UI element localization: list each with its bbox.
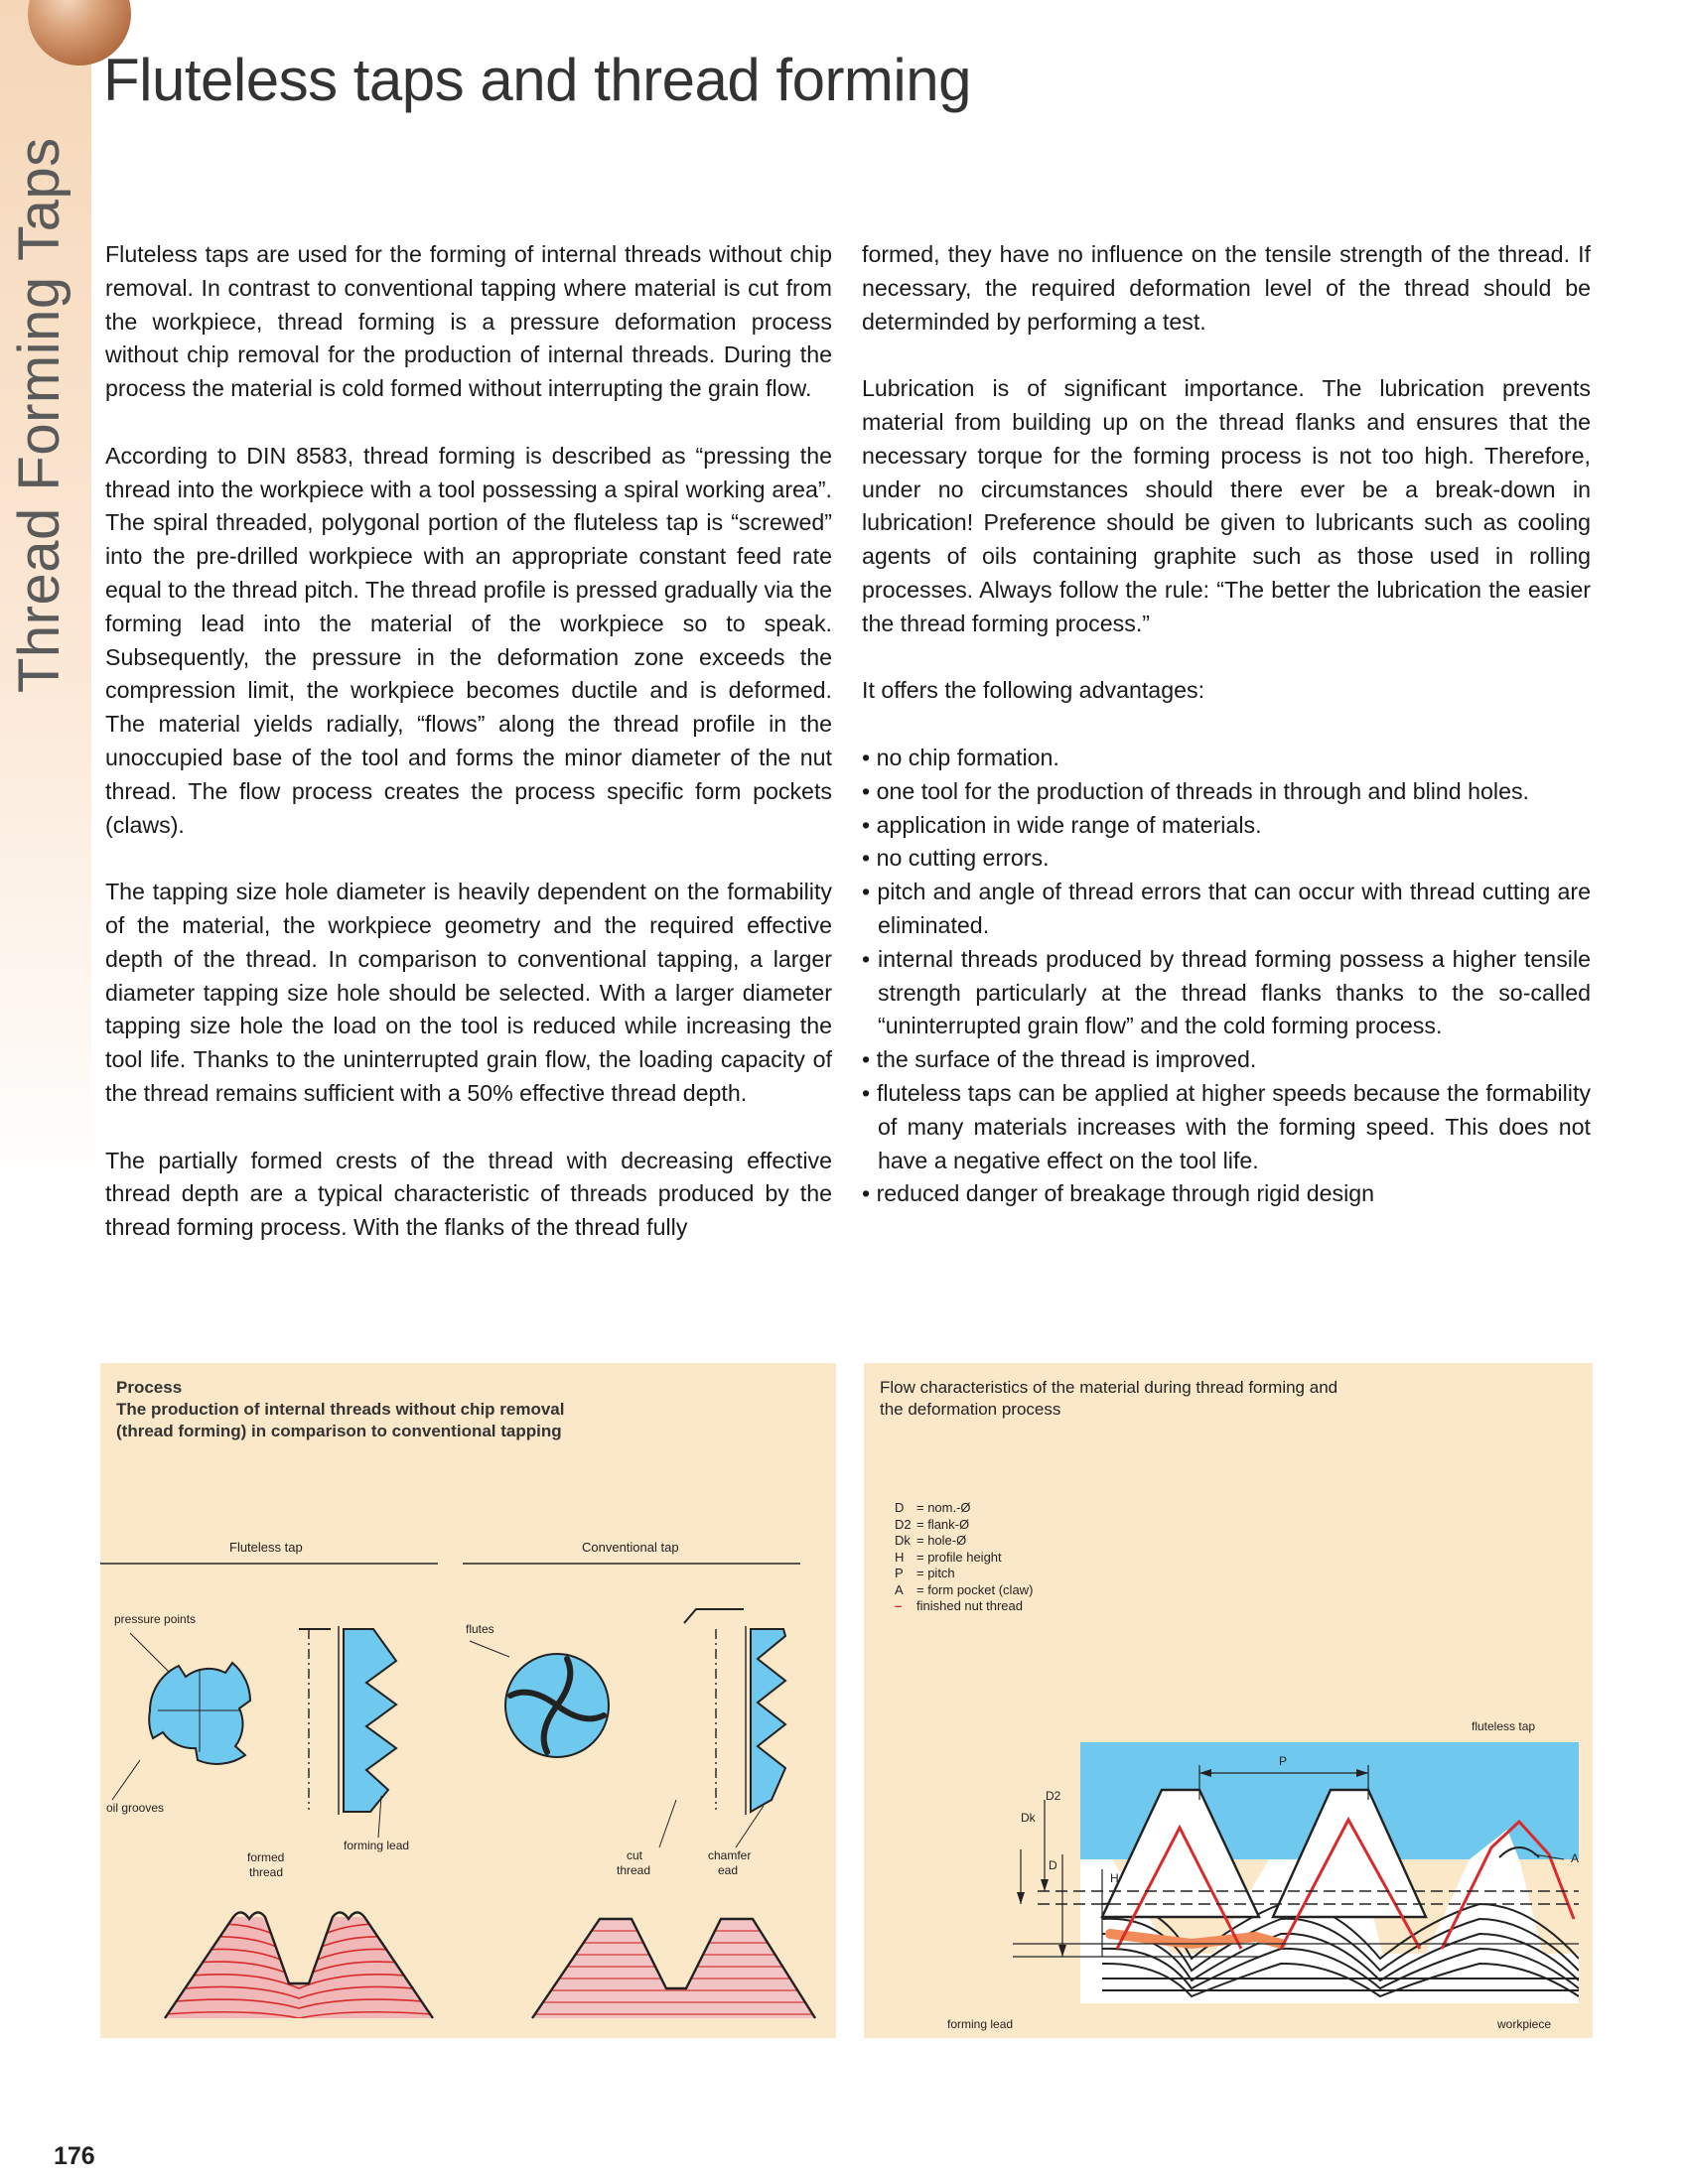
a-label: A xyxy=(1571,1851,1580,1865)
arrow-icon xyxy=(1058,1945,1066,1957)
left-text-column xyxy=(105,238,832,1279)
pitch-label: P xyxy=(1279,1754,1288,1768)
arrow-icon xyxy=(1041,1879,1049,1891)
legend-key: D xyxy=(895,1500,905,1515)
oil-grooves-label: oil grooves xyxy=(106,1801,165,1815)
paragraph: Fluteless taps are used for the forming of internal threads without chip removal. In contrast to conventional tapping where material is cut from the workpiece, thread forming is a pressure deformation process without chip removal for the production of internal threads. During the process the material is cold formed without interrupting the grain flow. xyxy=(105,241,832,402)
paragraph: The tapping size hole diameter is heavily dependent on the formability of the material, the workpiece geometry and the required effective depth of the thread. In comparison to conventional tapping, a larger diameter tapping size hole should be selected. With a larger diameter tapping size hole the load on the tool is reduced while increasing the tool life. Thanks to the uninterrupted grain flow, the loading capacity of the thread remains sufficient with a 50% effective thread depth. xyxy=(105,879,832,1106)
arrow-icon xyxy=(1017,1892,1025,1904)
flow-figure-panel xyxy=(864,1363,1593,2038)
legend-value: = pitch xyxy=(916,1566,955,1580)
legend-value: = flank-Ø xyxy=(916,1516,970,1532)
section-side-title: Thread Forming Taps xyxy=(7,137,71,693)
chamfer-label: ead xyxy=(718,1863,739,1877)
profile-edge xyxy=(684,1609,744,1623)
flow-caption-line: Flow characteristics of the material during thread forming and xyxy=(880,1378,1338,1397)
list-item: • application in wide range of materials. xyxy=(862,809,1591,843)
legend-value: = profile height xyxy=(916,1549,1002,1565)
legend-value: = form pocket (claw) xyxy=(916,1581,1034,1597)
forming-lead-label: forming lead xyxy=(344,1839,410,1852)
legend-key: H xyxy=(895,1549,905,1565)
conventional-tap-label: Conventional tap xyxy=(582,1540,679,1555)
flow-diagram xyxy=(864,1363,1593,2038)
formed-thread-label: formed xyxy=(247,1850,285,1864)
formed-thread-label: thread xyxy=(249,1865,284,1879)
legend-key: P xyxy=(895,1566,904,1580)
advantages-list xyxy=(862,742,1591,1211)
list-item: • pitch and angle of thread errors that can occur with thread cutting are eliminated. xyxy=(862,876,1591,943)
flutes-label: flutes xyxy=(466,1622,494,1636)
process-heading: Process xyxy=(116,1378,183,1397)
list-item: • reduced danger of breakage through rigid design xyxy=(862,1177,1591,1211)
process-diagram xyxy=(100,1363,836,2038)
paragraph: According to DIN 8583, thread forming is described as “pressing the thread into the workpiece with a tool possessing a spiral working area”. The spiral threaded, polygonal portion of the fluteless tap is “screwed” into the pre-drilled workpiece with an appropriate constant feed rate equal to the thread pitch. The thread profile is pressed gradually via the forming lead into the material of the workpiece so to speak. Subsequently, the pressure in the deformation zone exceeds the compression limit, the workpiece becomes ductile and is deformed. The material yields radially, “flows” along the thread profile in the unoccupied base of the tool and forms the minor diameter of the nut thread. The flow process creates the process specific form pockets (claws). xyxy=(105,442,832,838)
page-title: Fluteless taps and thread forming xyxy=(103,47,971,113)
cut-thread-label: cut xyxy=(627,1848,643,1862)
paragraph: It offers the following advantages: xyxy=(862,677,1205,704)
fluteless-tap-label: fluteless tap xyxy=(1472,1719,1536,1733)
process-figure-panel xyxy=(100,1363,836,2038)
legend-key: A xyxy=(895,1581,904,1597)
list-item: • one tool for the production of threads in through and blind holes. xyxy=(862,775,1591,809)
formed-thread-lines xyxy=(160,1909,438,2023)
paragraph: Lubrication is of significant importance. The lubrication prevents material from building up on the thread flanks and ensures that the necessary torque for the forming process is not too high. Therefore, under no circumstances should there ever be a break-down in lubrication! Preference should be given to lubricants such as cooling agents of oils containing graphite such as those used in rolling processes. Always follow the rule: “The better the lubrication the easier the thread forming process.” xyxy=(862,375,1591,636)
leader-line xyxy=(470,1641,509,1657)
paragraph: The partially formed crests of the thread with decreasing effective thread depth are a typical characteristic of threads produced by the thread forming process. With the flanks of the thread fully xyxy=(105,1147,832,1241)
legend-key: Dk xyxy=(895,1533,911,1548)
list-item: • internal threads produced by thread forming possess a higher tensile strength particularly at the thread flanks thanks to the so-called “uninterrupted grain flow” and the cold forming process. xyxy=(862,943,1591,1043)
paragraph: formed, they have no influence on the tensile strength of the thread. If necessary, the required deformation level of the thread should be determinded by performing a test. xyxy=(862,241,1591,335)
conventional-tap-profile xyxy=(751,1629,785,1812)
cut-thread-label: thread xyxy=(617,1863,651,1877)
flow-caption-line: the deformation process xyxy=(880,1400,1061,1419)
process-caption-line: The production of internal threads without chip removal xyxy=(116,1400,565,1419)
leader-line xyxy=(659,1800,676,1847)
legend-key: – xyxy=(895,1598,903,1613)
chamfer-label: chamfer xyxy=(708,1848,752,1862)
fluteless-tap-profile xyxy=(344,1629,396,1812)
right-text-column xyxy=(862,238,1591,1211)
legend-value: = hole-Ø xyxy=(916,1533,967,1548)
fluteless-tap-label: Fluteless tap xyxy=(229,1540,303,1555)
process-caption-line: (thread forming) in comparison to conventional tapping xyxy=(116,1422,562,1440)
legend-key: D2 xyxy=(895,1516,912,1532)
legend-value: = nom.-Ø xyxy=(916,1500,971,1515)
page-number: 176 xyxy=(54,2142,95,2170)
dk-label: Dk xyxy=(1021,1811,1036,1825)
list-item: • the surface of the thread is improved. xyxy=(862,1043,1591,1077)
list-item: • no chip formation. xyxy=(862,742,1591,775)
list-item: • no cutting errors. xyxy=(862,842,1591,876)
workpiece-label: workpiece xyxy=(1497,2017,1552,2031)
h-label: H xyxy=(1110,1871,1119,1885)
cut-thread-lines xyxy=(527,1914,820,2023)
list-item: • fluteless taps can be applied at higher speeds because the formability of many materials increases with the forming speed. This does not have a negative effect on the tool life. xyxy=(862,1077,1591,1177)
leader-line xyxy=(130,1633,172,1675)
d-label: D xyxy=(1049,1858,1057,1872)
legend-value: finished nut thread xyxy=(916,1598,1023,1613)
d2-label: D2 xyxy=(1046,1789,1061,1803)
pressure-points-label: pressure points xyxy=(114,1612,197,1626)
forming-lead-label: forming lead xyxy=(947,2017,1014,2031)
leader-line xyxy=(112,1760,140,1800)
